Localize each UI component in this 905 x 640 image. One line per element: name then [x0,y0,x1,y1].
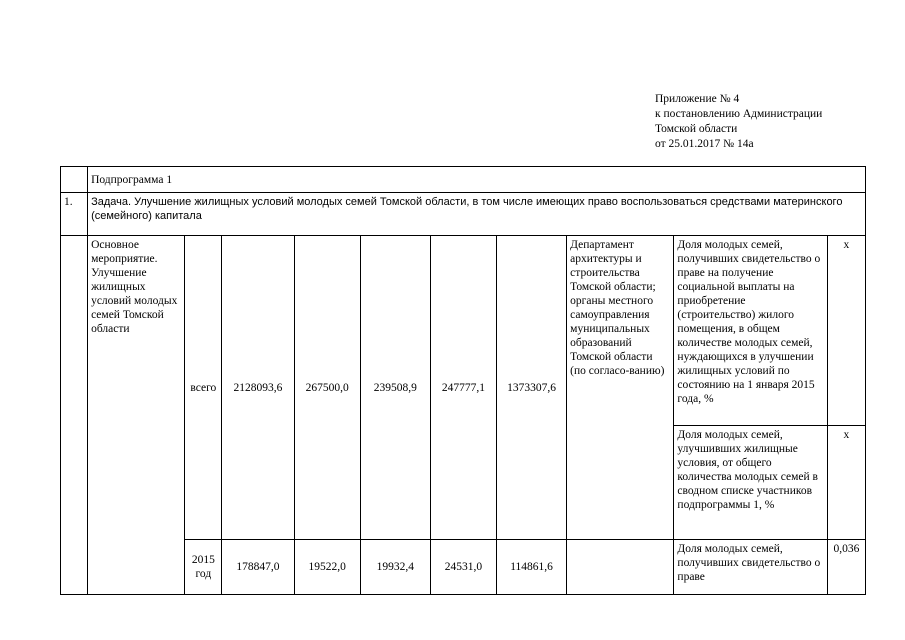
empty-cell [567,540,674,595]
appendix-title: Приложение № 4 [655,93,740,105]
executor-cell: Департамент архитектуры и строительства Томской области; органы местного самоуправления муниципальных образований Томской области (по согласо-ванию) [567,236,674,540]
task-text: Задача. Улучшение жилищных условий молодых семей Томской области, в том числе имеющих право воспользоваться средствами материнского (семейного) капитала [88,193,866,236]
empty-cell [61,167,88,193]
indicator-value: х [827,236,865,426]
period-cell: всего [185,236,222,540]
indicator-value: х [827,426,865,540]
program-table [60,166,866,595]
task-number: 1. [61,193,88,236]
value-cell: 239508,9 [360,236,430,540]
indicator-value: 0,036 [827,540,865,595]
value-cell: 247777,1 [430,236,496,540]
indicator-cell: Доля молодых семей, получивших свидетельство о праве на получение социальной выплаты на приобретение (строительство) жилого помещения, в общем количестве молодых семей, нуждающихся в улучшении жилищных условий по состоянию на 1 января 2015 года, % [674,236,827,426]
appendix-resolution: к постановлению Администрации [655,108,823,120]
indicator-cell: Доля молодых семей, получивших свидетельство о праве [674,540,827,595]
appendix-region: Томской области [655,123,738,135]
period-cell: 2015 год [185,540,222,595]
value-cell: 114861,6 [497,540,567,595]
indicator-cell: Доля молодых семей, улучшивших жилищные условия, от общего количества молодых семей в сводном списке участников подпрограммы 1, % [674,426,827,540]
value-cell: 2128093,6 [222,236,294,540]
value-cell: 1373307,6 [497,236,567,540]
table-row [61,236,866,426]
appendix-header [655,92,822,152]
value-cell: 178847,0 [222,540,294,595]
empty-cell [61,236,88,595]
task-row [61,193,866,236]
value-cell: 267500,0 [294,236,360,540]
appendix-date: от 25.01.2017 № 14а [655,138,754,150]
value-cell: 19522,0 [294,540,360,595]
value-cell: 24531,0 [430,540,496,595]
measure-name: Основное мероприятие. Улучшение жилищных условий молодых семей Томской области [88,236,185,595]
subprogram-label: Подпрограмма 1 [88,167,866,193]
subprogram-row [61,167,866,193]
value-cell: 19932,4 [360,540,430,595]
